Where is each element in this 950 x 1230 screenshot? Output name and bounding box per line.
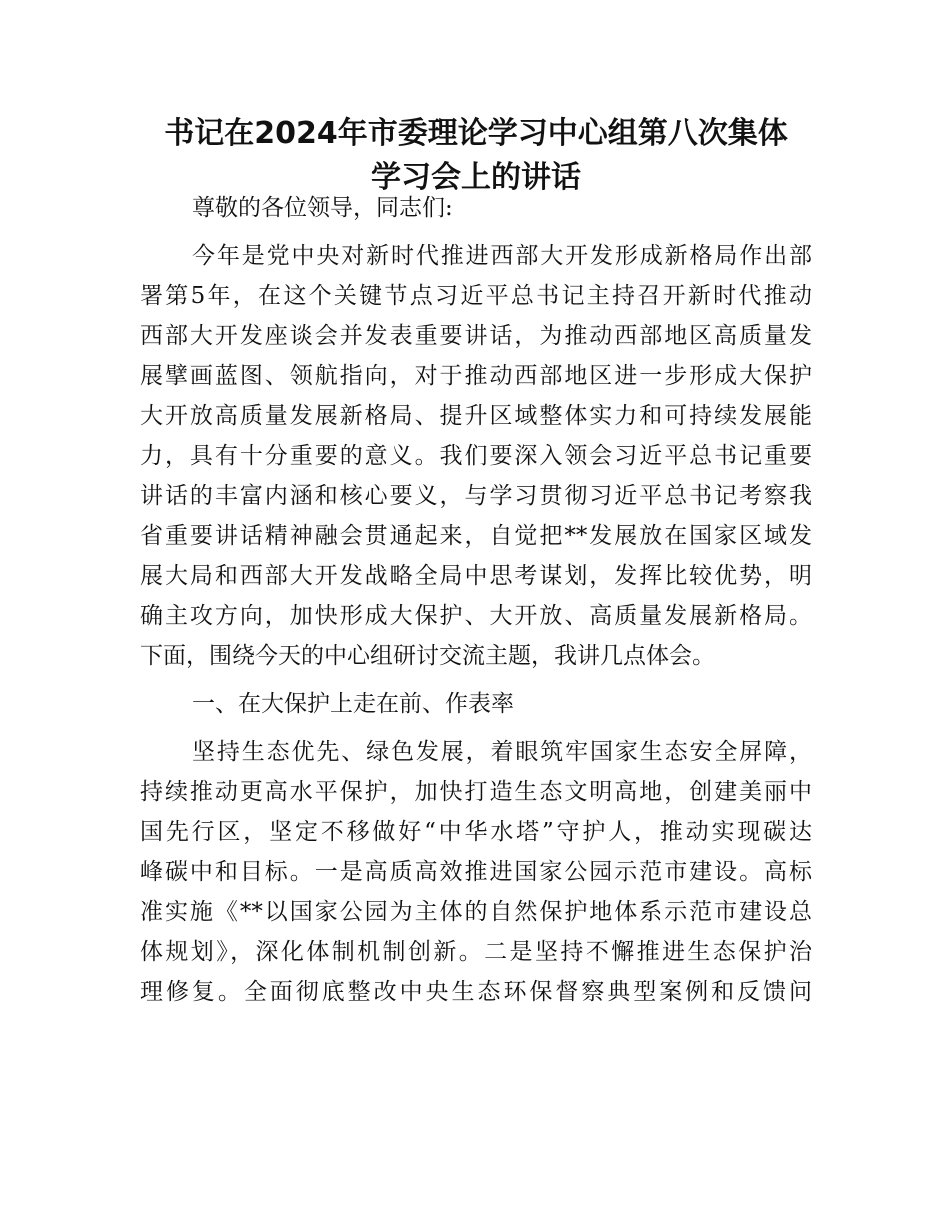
text-line: 尊敬的各位领导，同志们: [192, 195, 453, 221]
text-line: 下面，围绕今天的中心组研讨交流主题，我讲几点体会。 [140, 643, 715, 669]
text-line: 理修复。全面彻底整改中央生态环保督察典型案例和反馈问 [140, 979, 812, 1005]
text-line: 力，具有十分重要的意义。我们要深入领会习近平总书记重要 [140, 443, 812, 469]
text-line: 坚持生态优先、绿色发展，着眼筑牢国家生态安全屏障， [192, 739, 812, 765]
section-paragraph [140, 732, 812, 1012]
intro-paragraph [140, 236, 812, 676]
text-line: 确主攻方向，加快形成大保护、大开放、高质量发展新格局。 [140, 603, 812, 629]
text-line: 准实施《**以国家公园为主体的自然保护地体系示范市建设总 [140, 899, 812, 925]
text-line: 国先行区，坚定不移做好“中华水塔”守护人，推动实现碳达 [140, 819, 812, 845]
salutation-paragraph [140, 188, 812, 228]
text-line: 展大局和西部大开发战略全局中思考谋划，发挥比较优势，明 [140, 563, 812, 589]
text-line: 今年是党中央对新时代推进西部大开发形成新格局作出部 [192, 243, 812, 269]
title-line: 学习会上的讲话 [371, 160, 581, 195]
section-heading [140, 684, 812, 724]
text-line: 一、在大保护上走在前、作表率 [192, 691, 514, 717]
text-line: 署第5年，在这个关键节点习近平总书记主持召开新时代推动 [140, 283, 812, 309]
text-line: 持续推动更高水平保护，加快打造生态文明高地，创建美丽中 [140, 779, 812, 805]
document-title [140, 112, 812, 200]
text-line: 峰碳中和目标。一是高质高效推进国家公园示范市建设。高标 [140, 859, 812, 885]
document-body [140, 188, 812, 1020]
text-line: 西部大开发座谈会并发表重要讲话，为推动西部地区高质量发 [140, 323, 812, 349]
text-line: 讲话的丰富内涵和核心要义，与学习贯彻习近平总书记考察我 [140, 483, 812, 509]
title-line: 书记在2024年市委理论学习中心组第八次集体 [164, 116, 788, 151]
text-line: 大开放高质量发展新格局、提升区域整体实力和可持续发展能 [140, 403, 812, 429]
text-line: 省重要讲话精神融会贯通起来，自觉把**发展放在国家区域发 [140, 523, 812, 549]
text-line: 体规划》，深化体制机制创新。二是坚持不懈推进生态保护治 [140, 939, 812, 965]
text-line: 展擘画蓝图、领航指向，对于推动西部地区进一步形成大保护 [140, 363, 812, 389]
